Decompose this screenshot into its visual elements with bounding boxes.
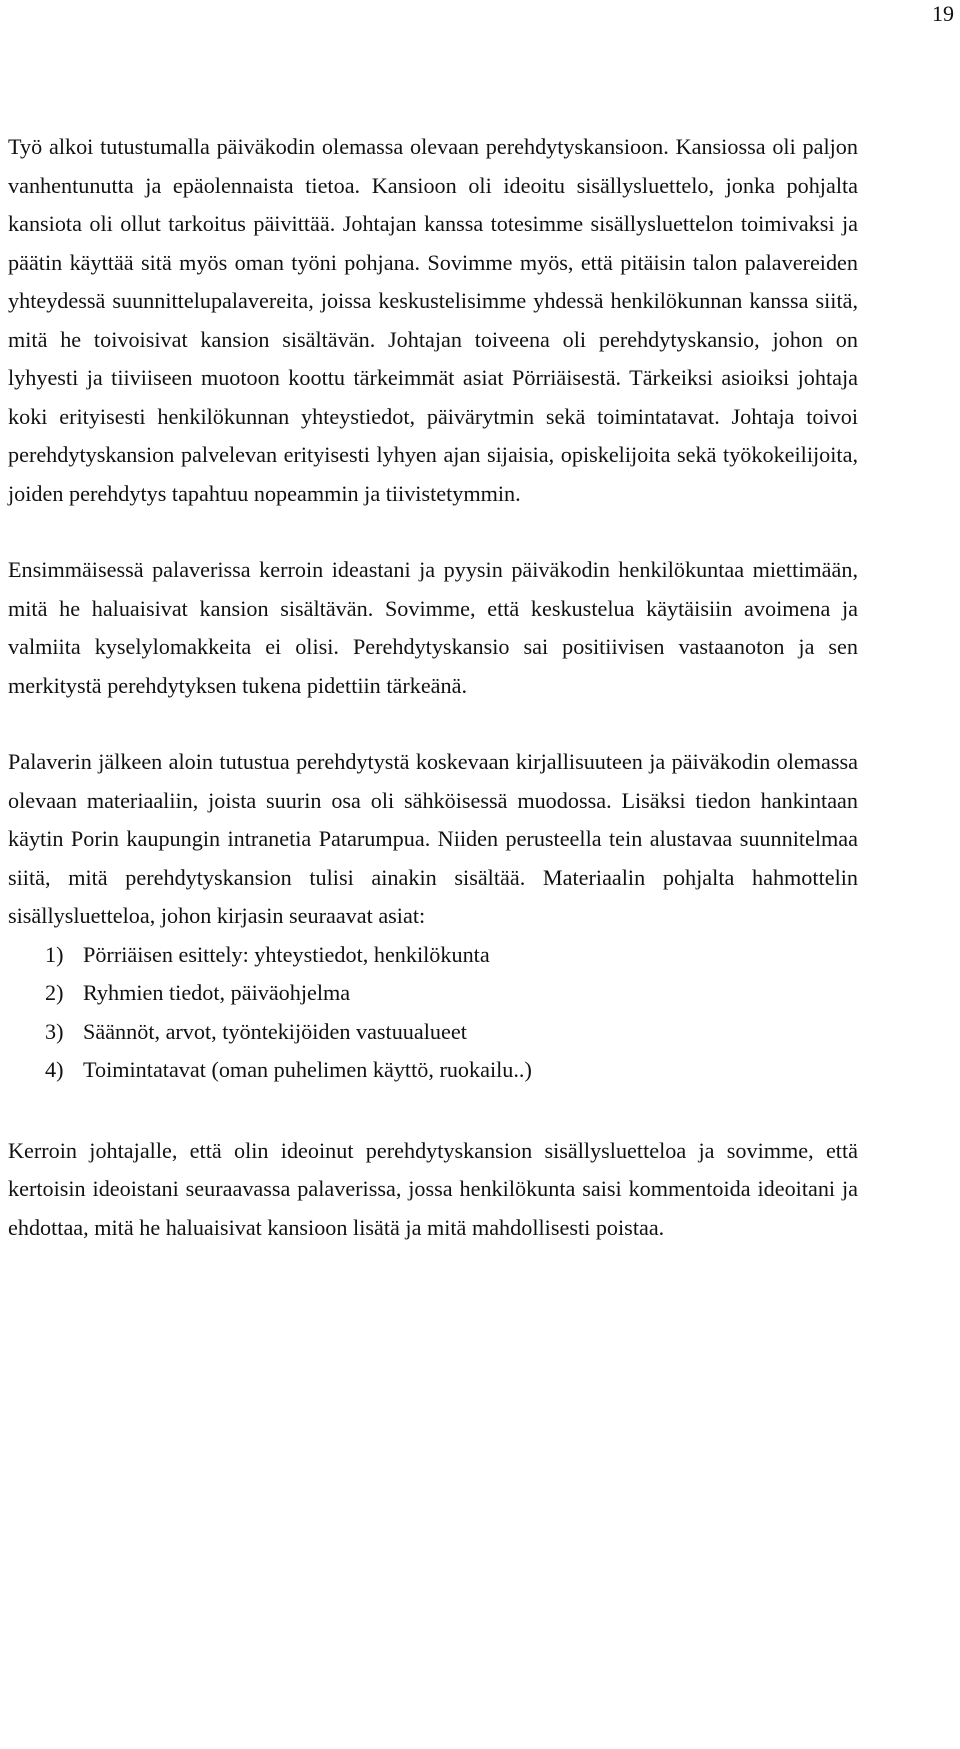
paragraph-3: Palaverin jälkeen aloin tutustua perehdytystä koskevaan kirjallisuuteen ja päiväkodin olemassa olevaan materiaaliin, joista suurin osa oli sähköisessä muodossa. Lisäksi tiedon hankintaan käytin Porin kaupungin intranetia Patarumpua. Niiden perusteella tein alustavaa suunnitelmaa siitä, mitä perehdytyskansion tulisi ainakin sisältää. Materiaalin pohjalta hahmottelin sisällysluetteloa, johon kirjasin seuraavat asiat: bbox=[8, 749, 858, 928]
paragraph-4: Kerroin johtajalle, että olin ideoinut perehdytyskansion sisällysluetteloa ja sovimme, että kertoisin ideoistani seuraavassa palaverissa, jossa henkilökunta saisi kommentoida ideoitani ja ehdottaa, mitä he haluaisivat kansioon lisätä ja mitä mahdollisesti poistaa. bbox=[8, 1137, 858, 1240]
list-item bbox=[8, 1013, 858, 1052]
list-item-text: Säännöt, arvot, työntekijöiden vastuualueet bbox=[83, 1018, 467, 1044]
list-item-number: 1) bbox=[45, 941, 64, 967]
list-item bbox=[8, 936, 858, 975]
contents-list bbox=[8, 936, 858, 1090]
page-number: 19 bbox=[932, 1, 954, 26]
list-item-number: 2) bbox=[45, 980, 64, 1005]
list-item-number: 3) bbox=[45, 1018, 64, 1044]
paragraph-1: Työ alkoi tutustumalla päiväkodin olemassa olevaan perehdytyskansioon. Kansiossa oli paljon vanhentunutta ja epäolennaista tietoa. Kansioon oli ideoitu sisällysluettelo, jonka pohjalta kansiota oli ollut tarkoitus päivittää. Johtajan kanssa totesimme sisällysluettelon toimivaksi ja päätin käyttää sitä myös oman työni pohjana. Sovimme myös, että pitäisin talon palavereiden yhteydessä suunnittelupalavereita, joissa keskustelisimme yhdessä henkilökunnan kanssa siitä, mitä he toivoisivat kansion sisältävän. Johtajan toiveena oli perehdytyskansio, johon on lyhyesti ja tiiviiseen muotoon koottu tärkeimmät asiat Pörriäisestä. Tärkeiksi asioiksi johtaja koki erityisesti henkilökunnan yhteystiedot, päivärytmin sekä toimintatavat. Johtaja toivoi perehdytyskansion palvelevan erityisesti lyhyen ajan sijaisia, opiskelijoita sekä työkokeilijoita, joiden perehdytys tapahtuu nopeammin ja tiivistetymmin. bbox=[8, 134, 858, 506]
paragraph-spacer bbox=[8, 705, 858, 743]
list-item bbox=[8, 1051, 858, 1090]
document-body bbox=[8, 128, 858, 1247]
list-item-text: Pörriäisen esittely: yhteystiedot, henkilökunta bbox=[83, 941, 490, 967]
list-item-text: Ryhmien tiedot, päiväohjelma bbox=[83, 980, 351, 1005]
list-item-text: Toimintatavat (oman puhelimen käyttö, ruokailu..) bbox=[83, 1057, 532, 1082]
list-item bbox=[8, 974, 858, 1013]
paragraph-spacer bbox=[8, 1090, 858, 1132]
paragraph-spacer bbox=[8, 513, 858, 551]
paragraph-2: Ensimmäisessä palaverissa kerroin ideastani ja pyysin päiväkodin henkilökuntaa miettimään, mitä he haluaisivat kansion sisältävän. Sovimme, että keskustelua käytäisiin avoimena ja valmiita kyselylomakkeita ei olisi. Perehdytyskansio sai positiivisen vastaanoton ja sen merkitystä perehdytyksen tukena pidettiin tärkeänä. bbox=[8, 557, 858, 698]
list-item-number: 4) bbox=[45, 1057, 64, 1082]
